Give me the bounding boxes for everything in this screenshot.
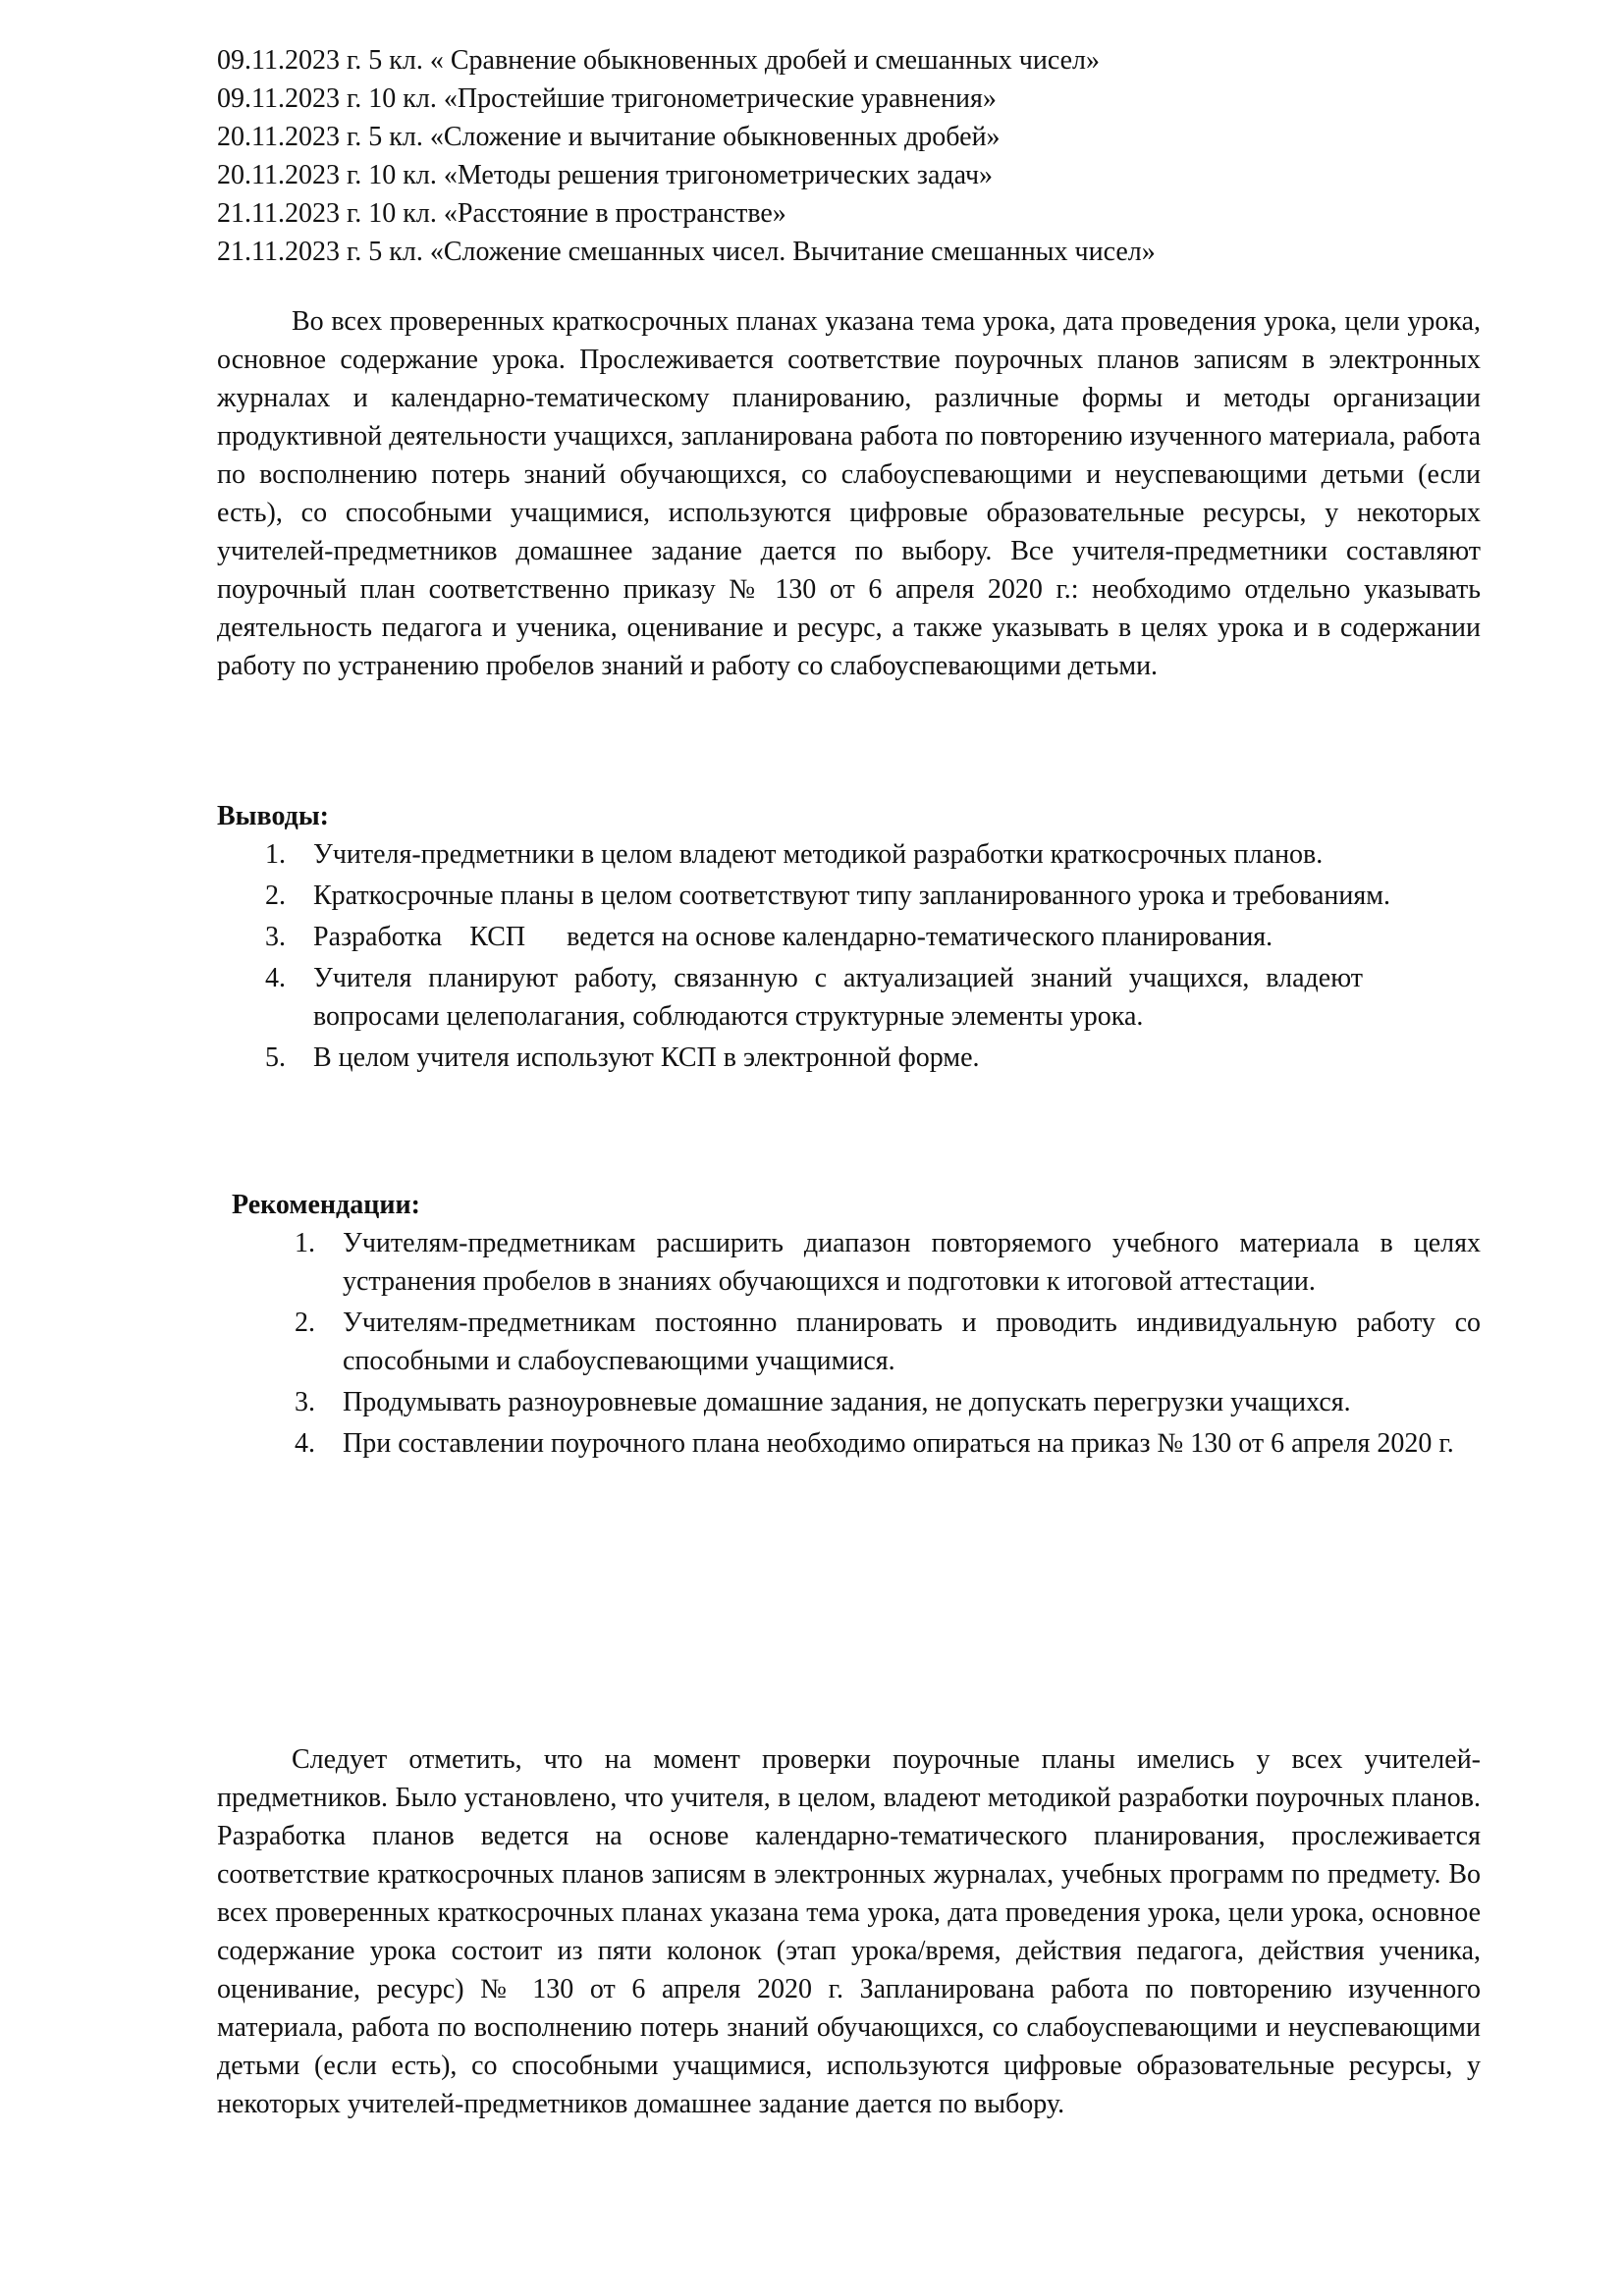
item-text: Учителя планируют работу, связанную с актуализацией знаний учащихся, владеют вопросами целеполагания, соблюдаются структурные элементы урока. bbox=[313, 963, 1363, 1032]
item-number: 1. bbox=[265, 839, 286, 870]
item-number: 2. bbox=[265, 881, 286, 911]
item-number: 1. bbox=[295, 1228, 315, 1258]
conclusion-item bbox=[265, 959, 1481, 1036]
item-number: 3. bbox=[295, 1387, 315, 1417]
conclusion-item bbox=[265, 835, 1481, 874]
recommendation-item bbox=[295, 1424, 1481, 1463]
conclusions-heading: Выводы: bbox=[217, 801, 330, 831]
lesson-list bbox=[217, 41, 1156, 271]
lesson-entry: 21.11.2023 г. 5 кл. «Сложение смешанных чисел. Вычитание смешанных чисел» bbox=[217, 237, 1156, 267]
item-text: Учителям-предметникам расширить диапазон повторяемого учебного материала в целях устранения пробелов в знаниях обучающихся и подготовки к итоговой аттестации. bbox=[343, 1228, 1481, 1297]
item-number: 2. bbox=[295, 1308, 315, 1338]
conclusions-list bbox=[265, 835, 1481, 1080]
item-text: Разработка КСП ведется на основе календарно-тематического планирования. bbox=[313, 922, 1273, 952]
conclusion-item bbox=[265, 918, 1481, 956]
lesson-entry: 20.11.2023 г. 10 кл. «Методы решения тригонометрических задач» bbox=[217, 160, 994, 190]
recommendations-list bbox=[295, 1224, 1481, 1466]
item-text: В целом учителя используют КСП в электронной форме. bbox=[313, 1042, 980, 1073]
recommendation-item bbox=[295, 1383, 1481, 1421]
item-text: Учителя-предметники в целом владеют методикой разработки краткосрочных планов. bbox=[313, 839, 1324, 870]
recommendation-item bbox=[295, 1304, 1481, 1380]
conclusion-item bbox=[265, 1039, 1481, 1077]
lesson-entry: 09.11.2023 г. 5 кл. « Сравнение обыкновенных дробей и смешанных чисел» bbox=[217, 45, 1101, 76]
lesson-entry: 21.11.2023 г. 10 кл. «Расстояние в пространстве» bbox=[217, 198, 786, 229]
item-number: 3. bbox=[265, 922, 286, 952]
item-number: 5. bbox=[265, 1042, 286, 1073]
summary-paragraph: Следует отметить, что на момент проверки поурочные планы имелись у всех учителей-предметников. Было установлено, что учителя, в целом, владеют методикой разработки поурочных планов. Разработка планов ведется на основе календарно-тематического планирования, прослеживается соответствие краткосрочных планов записям в электронных журналах, учебных программ по предмету. Во всех проверенных краткосрочных планах указана тема урока, дата проведения урока, цели урока, основное содержание урока состоит из пяти колонок (этап урока/время, действия педагога, действия ученика, оценивание, ресурс) № 130 от 6 апреля 2020 г. Запланирована работа по повторению изученного материала, работа по восполнению потерь знаний обучающихся, со слабоуспевающими и неуспевающими детьми (если есть), со способными учащимися, используются цифровые образовательные ресурсы, у некоторых учителей-предметников домашнее задание дается по выбору. bbox=[217, 1744, 1481, 2119]
item-number: 4. bbox=[265, 963, 286, 993]
recommendations-heading: Рекомендации: bbox=[232, 1190, 420, 1220]
conclusion-item bbox=[265, 877, 1481, 915]
item-text: При составлении поурочного плана необходимо опираться на приказ № 130 от 6 апреля 2020 г. bbox=[343, 1428, 1454, 1459]
analysis-paragraph: Во всех проверенных краткосрочных планах указана тема урока, дата проведения урока, цели урока, основное содержание урока. Прослеживается соответствие поурочных планов записям в электронных журналах и календарно-тематическому планированию, различные формы и методы организации продуктивной деятельности учащихся, запланирована работа по повторению изученного материала, работа по восполнению потерь знаний обучающихся, со слабоуспевающими и неуспевающими детьми (если есть), со способными учащимися, используются цифровые образовательные ресурсы, у некоторых учителей-предметников домашнее задание дается по выбору. Все учителя-предметники составляют поурочный план соответственно приказу № 130 от 6 апреля 2020 г.: необходимо отдельно указывать деятельность педагога и ученика, оценивание и ресурс, а также указывать в целях урока и в содержании работу по устранению пробелов знаний и работу со слабоуспевающими детьми. bbox=[217, 306, 1481, 681]
item-number: 4. bbox=[295, 1428, 315, 1459]
recommendation-item bbox=[295, 1224, 1481, 1301]
item-text: Продумывать разноуровневые домашние задания, не допускать перегрузки учащихся. bbox=[343, 1387, 1351, 1417]
item-text: Учителям-предметникам постоянно планировать и проводить индивидуальную работу со способными и слабоуспевающими учащимися. bbox=[343, 1308, 1481, 1376]
item-text: Краткосрочные планы в целом соответствуют типу запланированного урока и требованиям. bbox=[313, 881, 1390, 911]
lesson-entry: 20.11.2023 г. 5 кл. «Сложение и вычитание обыкновенных дробей» bbox=[217, 122, 1001, 152]
lesson-entry: 09.11.2023 г. 10 кл. «Простейшие тригонометрические уравнения» bbox=[217, 83, 997, 114]
